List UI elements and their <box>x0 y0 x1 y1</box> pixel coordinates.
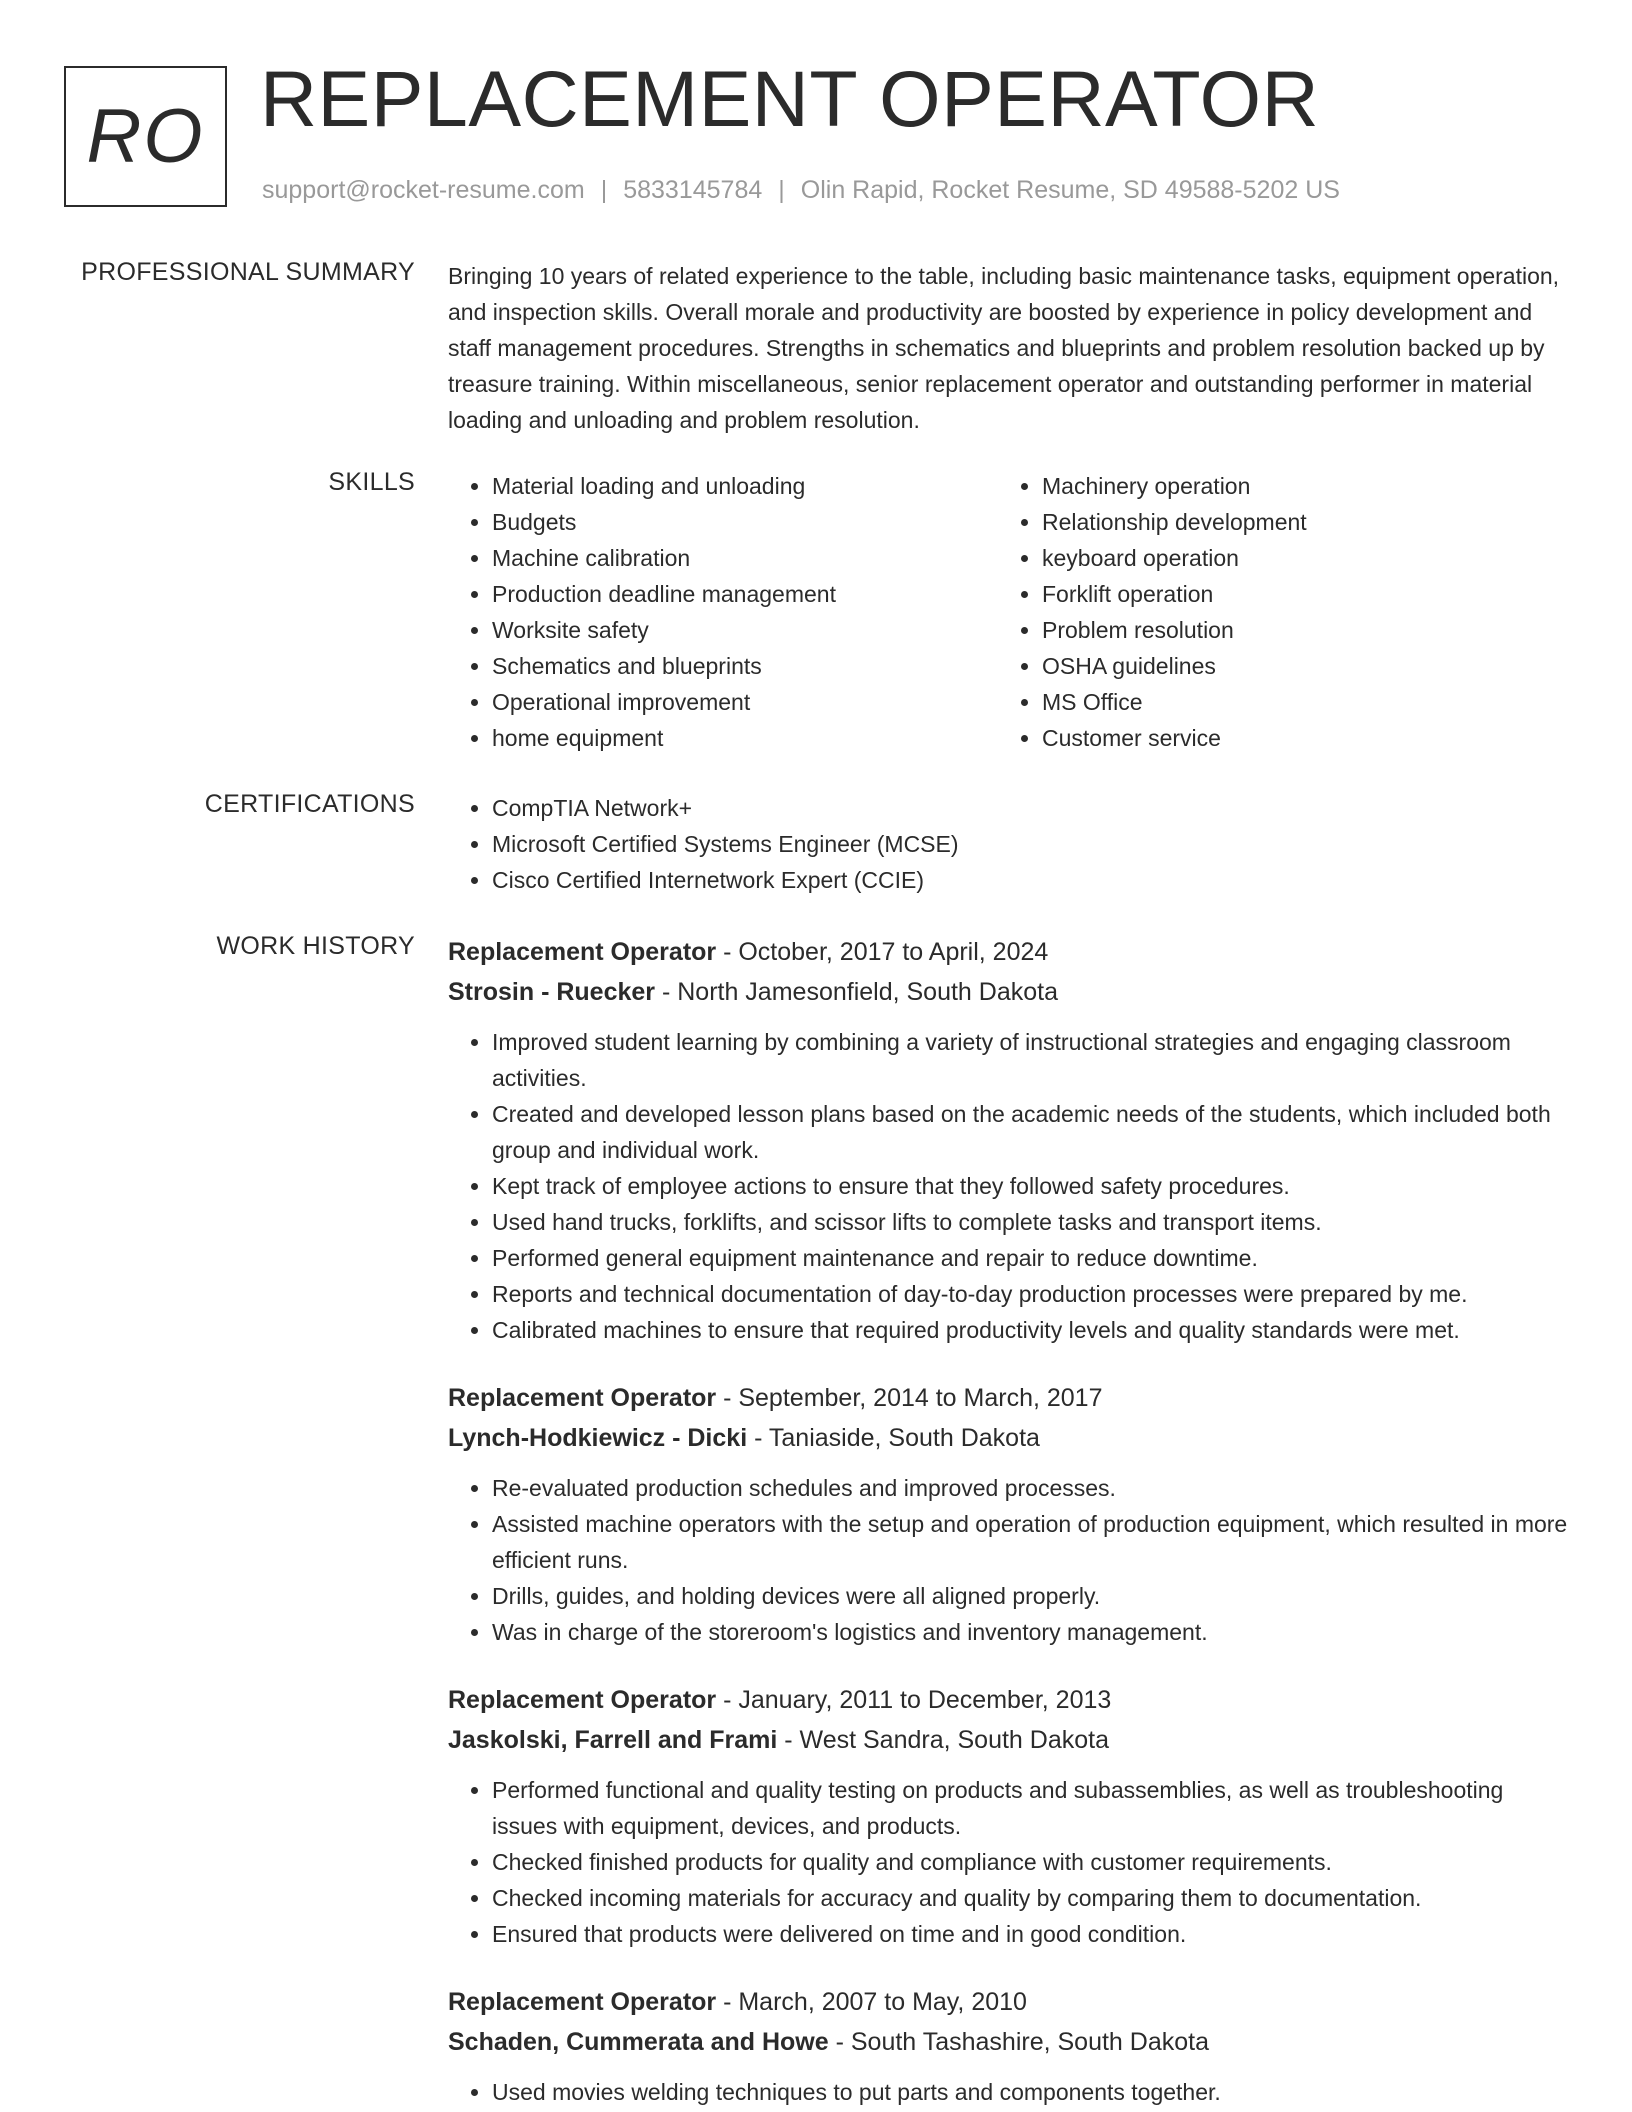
job-bullets <box>448 2074 1568 2110</box>
skill-item: • keyboard operation <box>1042 540 1548 576</box>
job-bullet: • Checked finished products for quality and compliance with customer requirements. <box>492 1844 1568 1880</box>
skill-item: • Forklift operation <box>1042 576 1548 612</box>
job-title-line <box>448 1982 1568 2022</box>
job-company: Strosin - Ruecker <box>448 978 656 1006</box>
skill-item: • Schematics and blueprints <box>492 648 998 684</box>
contact-email: support@rocket-resume.com <box>262 176 585 204</box>
skill-item: • Operational improvement <box>492 684 998 720</box>
job-title-line <box>448 1680 1568 1720</box>
skill-item: • Problem resolution <box>1042 612 1548 648</box>
job-dates: - September, 2014 to March, 2017 <box>716 1384 1103 1412</box>
skills-heading: SKILLS <box>328 468 415 496</box>
job-bullet: • Created and developed lesson plans based on the academic needs of the students, which included both group and individual work. <box>492 1096 1568 1168</box>
job-company: Schaden, Cummerata and Howe <box>448 2028 829 2056</box>
job-title: Replacement Operator <box>448 1988 717 2016</box>
job-bullet: • Ensured that products were delivered on time and in good condition. <box>492 1916 1568 1952</box>
job-bullet: • Drills, guides, and holding devices were all aligned properly. <box>492 1578 1568 1614</box>
job-company-line <box>448 1418 1568 1458</box>
job-company-line <box>448 1720 1568 1760</box>
job-dates: - January, 2011 to December, 2013 <box>716 1686 1112 1714</box>
job-bullet: • Used hand trucks, forklifts, and scissor lifts to complete tasks and transport items. <box>492 1204 1568 1240</box>
skill-item: • Customer service <box>1042 720 1548 756</box>
job-company-line <box>448 2022 1568 2062</box>
job-location: - South Tashashire, South Dakota <box>828 2028 1209 2056</box>
skill-item: • Budgets <box>492 504 998 540</box>
job-bullet: • Calibrated machines to ensure that required productivity levels and quality standards were met. <box>492 1312 1568 1348</box>
job-bullet: • Used movies welding techniques to put parts and components together. <box>492 2074 1568 2110</box>
job-bullets <box>448 1470 1568 1650</box>
contact-line <box>262 176 1340 205</box>
candidate-name: REPLACEMENT OPERATOR <box>260 54 1320 143</box>
job-entry <box>448 1378 1568 1650</box>
contact-separator: | <box>778 176 785 204</box>
skill-item: • Machine calibration <box>492 540 998 576</box>
job-bullet: • Was in charge of the storeroom's logistics and inventory management. <box>492 1614 1568 1650</box>
certification-item: • CompTIA Network+ <box>492 790 1568 826</box>
monogram-text: RO <box>86 94 205 179</box>
skill-item: • OSHA guidelines <box>1042 648 1548 684</box>
contact-address: Olin Rapid, Rocket Resume, SD 49588-5202 US <box>800 176 1340 204</box>
job-bullet: • Performed functional and quality testing on products and subassemblies, as well as troubleshooting issues with equipment, devices, and products. <box>492 1772 1568 1844</box>
job-bullet: • Reports and technical documentation of day-to-day production processes were prepared by me. <box>492 1276 1568 1312</box>
skills-list-right <box>998 468 1548 756</box>
job-company: Lynch-Hodkiewicz - Dicki <box>448 1424 748 1452</box>
certifications-list <box>448 790 1568 898</box>
summary-body <box>448 258 1568 438</box>
job-company-line <box>448 972 1568 1012</box>
certification-item: • Cisco Certified Internetwork Expert (CCIE) <box>492 862 1568 898</box>
skill-item: • Material loading and unloading <box>492 468 998 504</box>
job-title: Replacement Operator <box>448 1686 717 1714</box>
work-history-body <box>448 932 1568 2112</box>
work-history-heading: WORK HISTORY <box>216 932 415 960</box>
skill-item: • Production deadline management <box>492 576 998 612</box>
skill-item: • Relationship development <box>1042 504 1548 540</box>
skill-item: • MS Office <box>1042 684 1548 720</box>
job-bullet: • Kept track of employee actions to ensure that they followed safety procedures. <box>492 1168 1568 1204</box>
job-dates: - October, 2017 to April, 2024 <box>716 938 1049 966</box>
job-bullet: • Assisted machine operators with the setup and operation of production equipment, which resulted in more efficient runs. <box>492 1506 1568 1578</box>
skill-item: • Machinery operation <box>1042 468 1548 504</box>
job-location: - West Sandra, South Dakota <box>777 1726 1109 1754</box>
summary-heading: PROFESSIONAL SUMMARY <box>81 258 415 286</box>
job-location: - North Jamesonfield, South Dakota <box>655 978 1058 1006</box>
job-title: Replacement Operator <box>448 938 717 966</box>
job-bullets <box>448 1772 1568 1952</box>
job-entry <box>448 932 1568 1348</box>
job-title: Replacement Operator <box>448 1384 717 1412</box>
job-entry <box>448 1982 1568 2110</box>
job-title-line <box>448 1378 1568 1418</box>
job-bullet: • Performed general equipment maintenance and repair to reduce downtime. <box>492 1240 1568 1276</box>
skill-item: • home equipment <box>492 720 998 756</box>
summary-text: Bringing 10 years of related experience to the table, including basic maintenance tasks, equipment operation, and inspection skills. Overall morale and productivity are boosted by experience in policy development and staff management procedures. Strengths in schematics and blueprints and problem resolution backed up by treasure training. Within miscellaneous, senior replacement operator and outstanding performer in material loading and unloading and problem resolution. <box>448 263 1560 433</box>
job-bullet: • Checked incoming materials for accuracy and quality by comparing them to documentation. <box>492 1880 1568 1916</box>
certifications-heading: CERTIFICATIONS <box>204 790 415 818</box>
skill-item: • Worksite safety <box>492 612 998 648</box>
job-location: - Taniaside, South Dakota <box>747 1424 1040 1452</box>
certification-item: • Microsoft Certified Systems Engineer (MCSE) <box>492 826 1568 862</box>
skills-list-left <box>448 468 998 756</box>
monogram-badge <box>64 66 227 207</box>
contact-phone: 5833145784 <box>623 176 763 204</box>
job-company: Jaskolski, Farrell and Frami <box>448 1726 778 1754</box>
job-bullet: • Re-evaluated production schedules and improved processes. <box>492 1470 1568 1506</box>
job-entry <box>448 1680 1568 1952</box>
contact-separator: | <box>600 176 608 204</box>
skills-grid <box>448 468 1568 756</box>
job-bullet: • Improved student learning by combining a variety of instructional strategies and engaging classroom activities. <box>492 1024 1568 1096</box>
job-dates: - March, 2007 to May, 2010 <box>716 1988 1027 2016</box>
skills-body <box>448 468 1568 756</box>
job-title-line <box>448 932 1568 972</box>
certifications-body <box>448 790 1568 898</box>
job-bullets <box>448 1024 1568 1348</box>
